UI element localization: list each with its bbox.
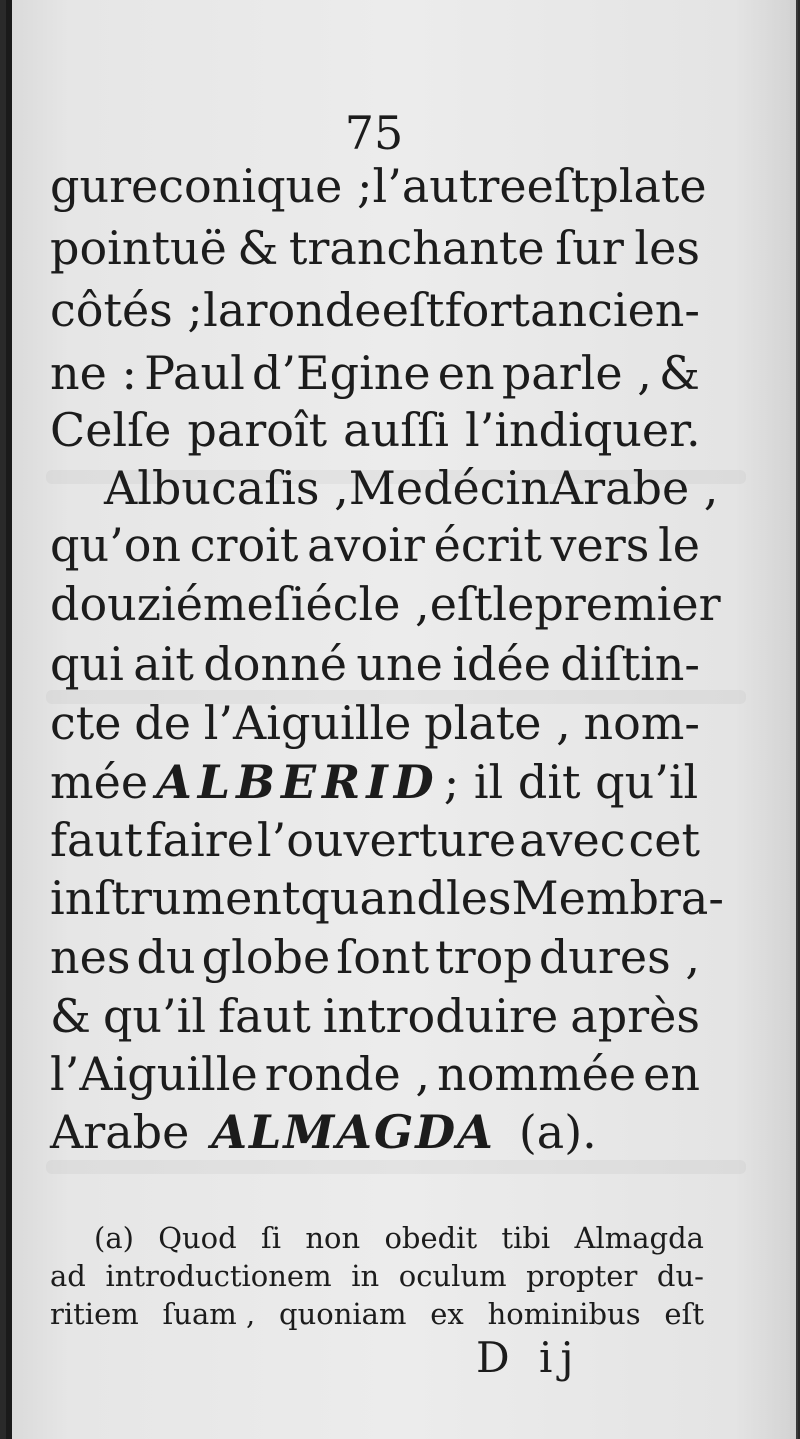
page-edge-shadow — [6, 0, 12, 1439]
text-line — [50, 402, 700, 458]
text-line — [50, 282, 700, 338]
word: introduire — [322, 989, 559, 1043]
text-line — [50, 929, 700, 985]
word: globe — [201, 930, 331, 984]
word: cte — [50, 696, 122, 750]
text-line — [50, 1104, 700, 1160]
word: premier — [534, 577, 721, 631]
text-line — [50, 220, 700, 276]
term-alberid: ALBERID — [156, 755, 440, 809]
paragraph-first-line — [104, 460, 719, 516]
word: croit — [189, 518, 299, 572]
word: faut — [50, 813, 143, 867]
word: qui — [50, 637, 124, 691]
word: qu’il — [102, 989, 207, 1043]
word: Arabe , — [549, 461, 719, 515]
text-line — [50, 988, 700, 1044]
word: ancien- — [530, 283, 700, 337]
word: non — [305, 1221, 361, 1255]
footnote-marker: (a) — [94, 1221, 134, 1255]
text-line — [50, 576, 721, 632]
text-line — [50, 345, 700, 401]
word: avec — [519, 813, 626, 867]
word: quand — [300, 871, 446, 925]
word: l’Aiguille — [50, 1047, 258, 1101]
word: du — [136, 930, 196, 984]
word: tranchante — [288, 221, 545, 275]
word: (a). — [518, 1105, 597, 1159]
word: idée — [452, 637, 551, 691]
word: d’Egine — [251, 346, 431, 400]
footnote-line — [50, 1294, 704, 1334]
page-number: 75 — [344, 106, 404, 160]
word: propter — [526, 1259, 638, 1293]
book-page — [6, 0, 798, 1439]
footnote-line — [50, 1256, 704, 1296]
text-line — [50, 812, 700, 868]
word: ex — [430, 1297, 464, 1331]
page-edge-right — [796, 0, 798, 1439]
word: Arabe — [50, 1105, 190, 1159]
word: les — [446, 871, 512, 925]
word: en — [437, 346, 495, 400]
word: Almagda — [574, 1221, 704, 1255]
word: donné — [203, 637, 347, 691]
word: faut — [218, 989, 311, 1043]
word: faire — [145, 813, 254, 867]
word: l’autre — [372, 159, 527, 213]
text-line — [50, 695, 700, 751]
word: l’ouverture — [256, 813, 517, 867]
word: Membra- — [511, 871, 724, 925]
word: Medécin — [348, 461, 550, 515]
word: parle , — [501, 346, 652, 400]
text-line — [50, 754, 700, 810]
word: ſi — [261, 1221, 282, 1255]
text-line — [50, 517, 700, 573]
word: tibi — [501, 1221, 551, 1255]
word: gure — [50, 159, 159, 213]
word: plate — [589, 159, 707, 213]
word: auſſi — [343, 403, 449, 457]
word: vers — [550, 518, 650, 572]
word: ne : — [50, 346, 137, 400]
word: quoniam — [279, 1297, 407, 1331]
word: après — [570, 989, 700, 1043]
word: ſiécle , — [273, 577, 430, 631]
word: les — [634, 221, 700, 275]
word: & — [237, 221, 279, 275]
word: le — [658, 518, 700, 572]
word: eſt — [526, 159, 590, 213]
word: ſont — [336, 930, 430, 984]
word: oculum — [398, 1259, 507, 1293]
word: inſtrument — [50, 871, 301, 925]
word: la — [203, 283, 246, 337]
word: Albucaſis , — [104, 461, 349, 515]
word: ronde , — [264, 1047, 430, 1101]
word: fort — [444, 283, 530, 337]
word: paroît — [187, 403, 328, 457]
word: & — [50, 989, 91, 1043]
word: Quod — [158, 1221, 237, 1255]
word: hominibus — [487, 1297, 641, 1331]
word: avoir — [307, 518, 425, 572]
footnote-line — [94, 1218, 704, 1258]
word: de — [134, 696, 191, 750]
word: nes — [50, 930, 131, 984]
word: ; il dit qu’il — [443, 755, 699, 809]
word: ait — [133, 637, 194, 691]
word: conique ; — [158, 159, 373, 213]
text-line — [50, 1046, 700, 1102]
word: obedit — [384, 1221, 478, 1255]
signature-mark: D ij — [476, 1333, 582, 1382]
word: nommée — [437, 1047, 637, 1101]
word: eſt — [429, 577, 493, 631]
word: en — [643, 1047, 700, 1101]
word: ronde — [245, 283, 382, 337]
word: le — [492, 577, 535, 631]
show-through-smudge — [46, 1160, 746, 1174]
text-line — [50, 870, 724, 926]
word: du- — [656, 1259, 704, 1293]
word: écrit — [433, 518, 542, 572]
word: mée — [50, 755, 149, 809]
word: eſt — [664, 1297, 704, 1331]
word: pointuë — [50, 221, 227, 275]
word: nom- — [583, 696, 700, 750]
word: eſt — [381, 283, 445, 337]
word: plate , — [424, 696, 571, 750]
word: diſtin- — [560, 637, 700, 691]
word: ſuam , — [162, 1297, 256, 1331]
text-line — [50, 636, 700, 692]
word: l’indiquer. — [464, 403, 701, 457]
word: douziéme — [50, 577, 274, 631]
word: ad — [50, 1259, 86, 1293]
word: Celſe — [50, 403, 172, 457]
word: Paul — [144, 346, 245, 400]
word: l’Aiguille — [203, 696, 412, 750]
word: introductionem — [105, 1259, 332, 1293]
word: qu’on — [50, 518, 182, 572]
word: ritiem — [50, 1297, 139, 1331]
word: une — [356, 637, 443, 691]
word: trop — [435, 930, 533, 984]
word: cet — [628, 813, 700, 867]
word: dures , — [538, 930, 700, 984]
word: côtés ; — [50, 283, 203, 337]
word: in — [351, 1259, 380, 1293]
word: & — [659, 346, 700, 400]
text-line — [50, 158, 707, 214]
term-almagda: ALMAGDA — [211, 1105, 495, 1159]
word: ſur — [555, 221, 624, 275]
